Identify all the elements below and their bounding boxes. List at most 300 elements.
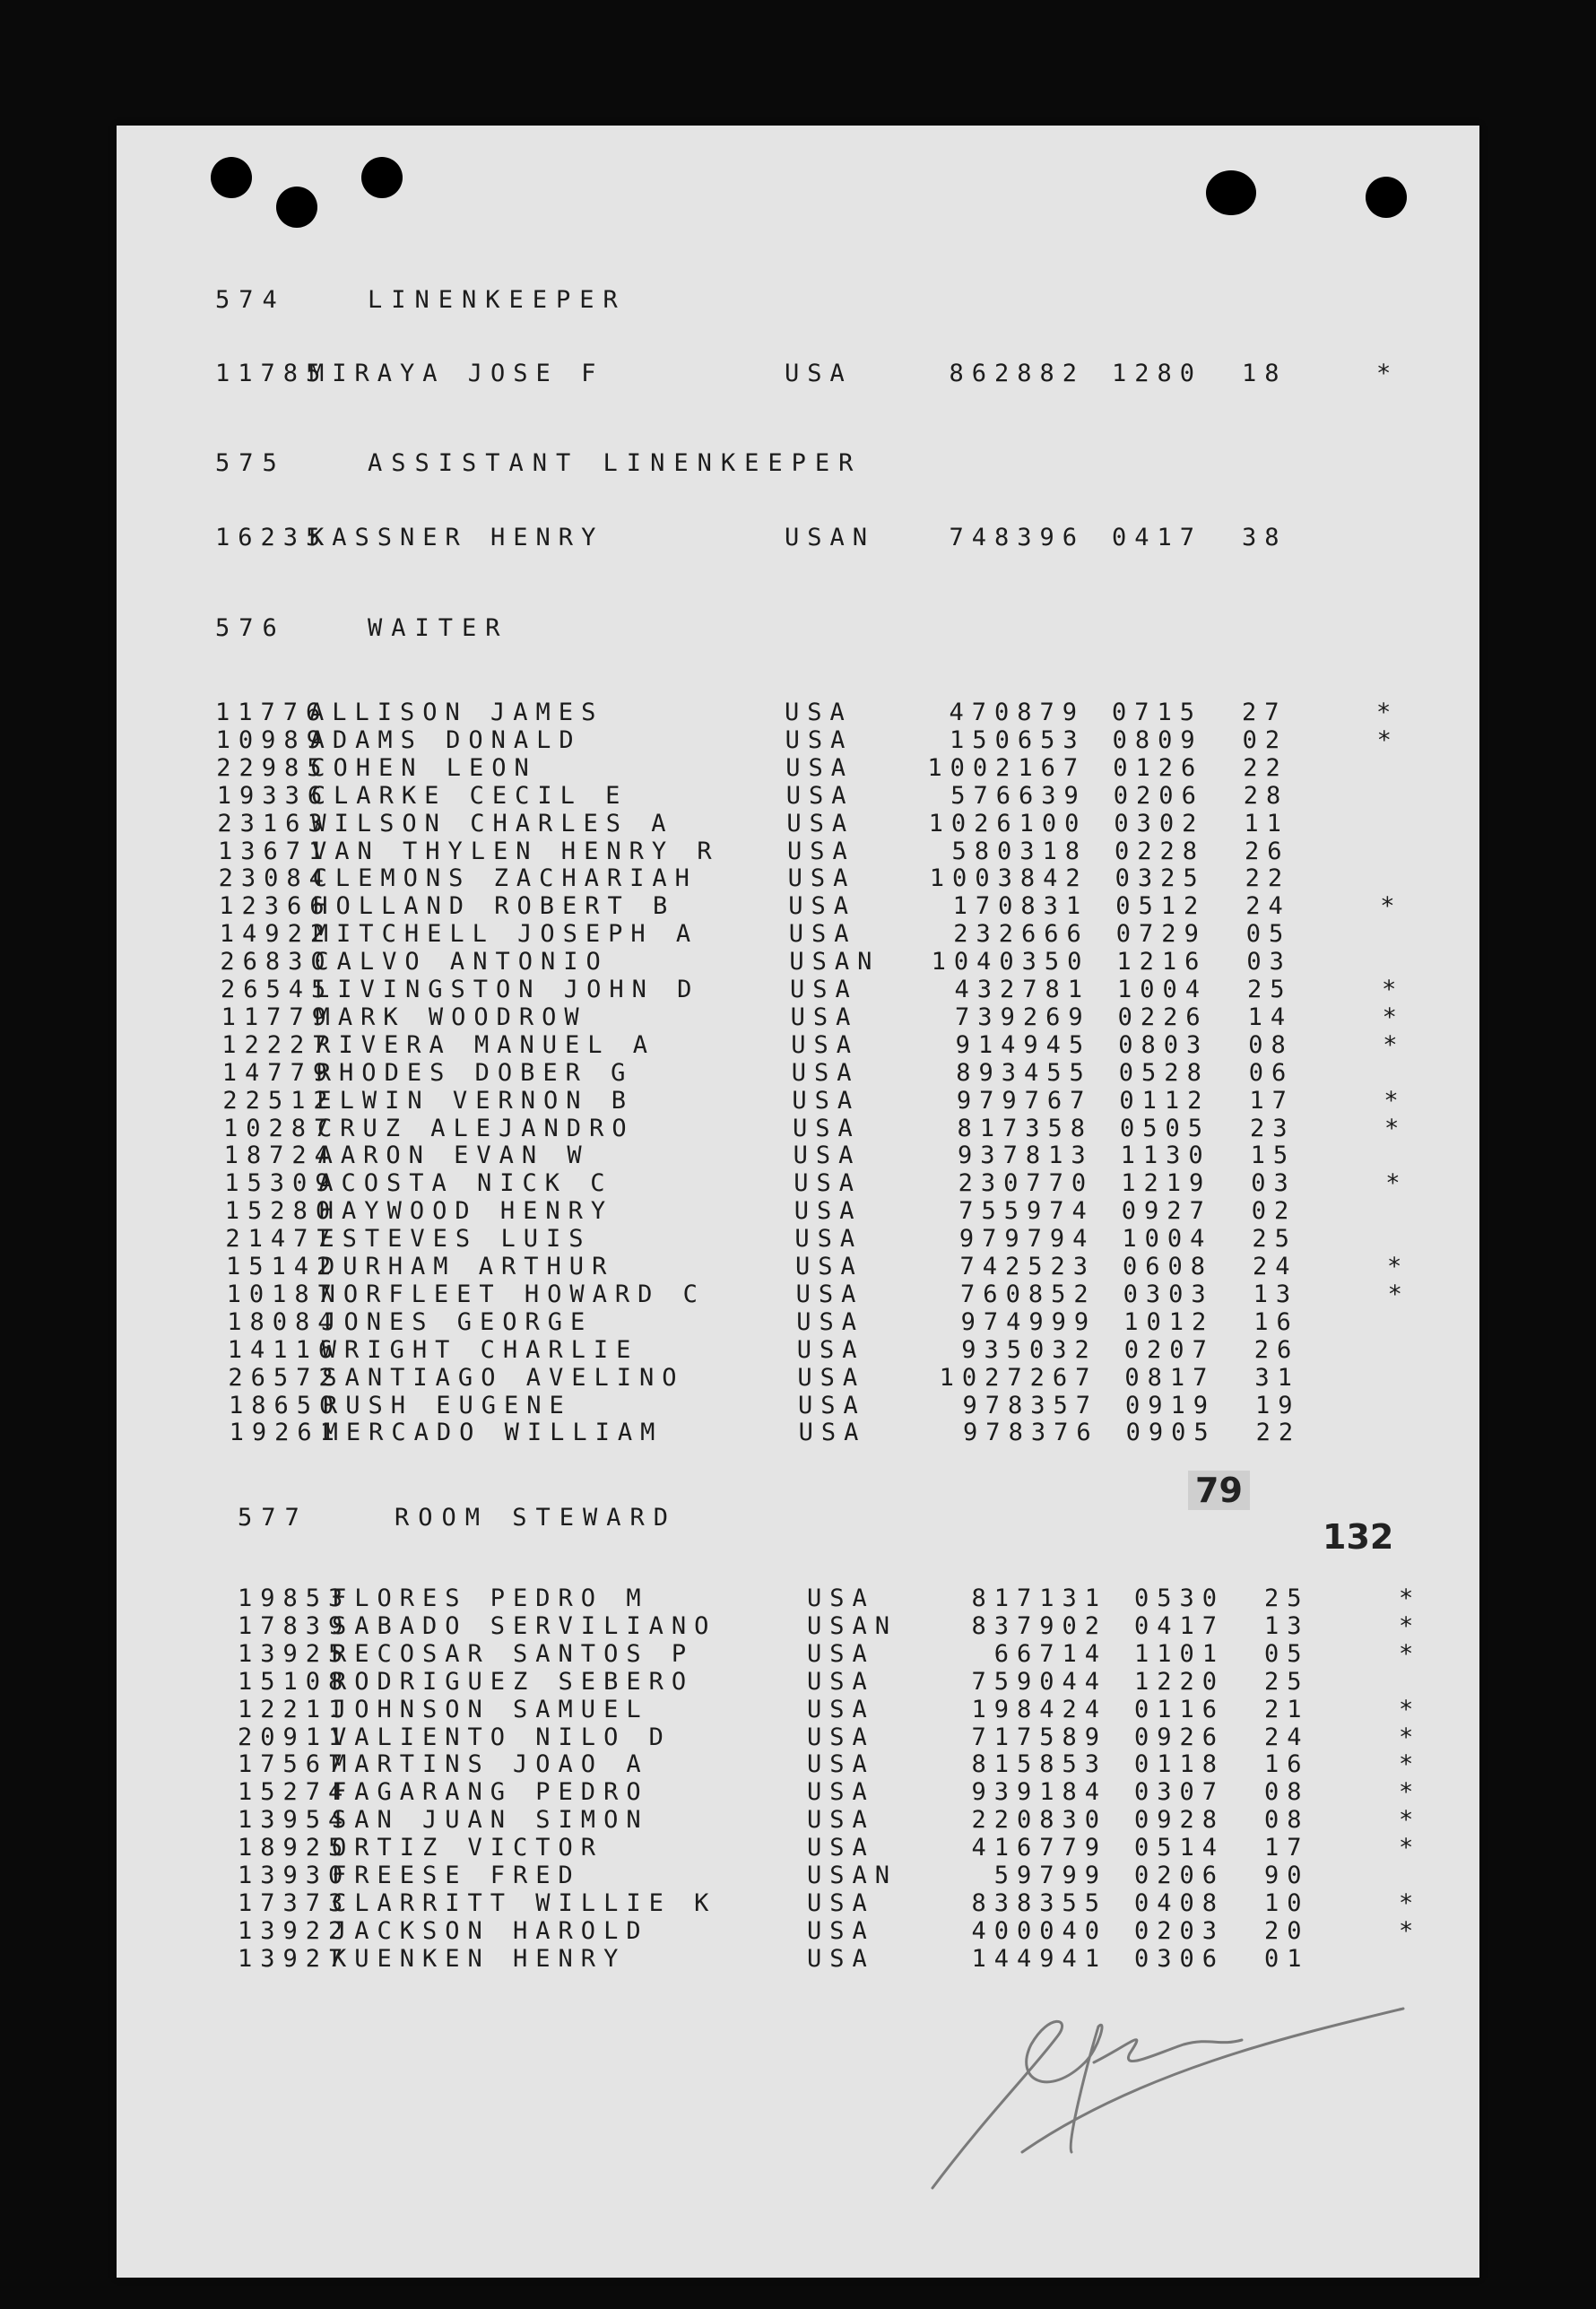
mark: *: [1382, 1003, 1405, 1031]
table-row: [139, 1641, 1502, 1668]
section-title: ROOM STEWARD: [395, 1504, 678, 1532]
document-number: 978357: [962, 1391, 1098, 1419]
age: 02: [1242, 725, 1288, 754]
citizenship: USA: [807, 1834, 875, 1862]
mark: *: [1384, 1114, 1408, 1142]
date: 0118: [1134, 1750, 1226, 1779]
age: 01: [1264, 1944, 1310, 1973]
document-number: 144941: [971, 1944, 1107, 1973]
crew-name: JACKSON HAROLD: [332, 1916, 649, 1945]
crew-name: WILSON CHARLES A: [311, 809, 674, 838]
mark: *: [1399, 1611, 1422, 1640]
date: 0325: [1115, 864, 1206, 893]
age: 08: [1248, 1030, 1294, 1059]
table-row: [139, 1862, 1502, 1889]
document-number: 817358: [957, 1114, 1093, 1142]
section-code: 576: [215, 614, 286, 642]
age: 28: [1243, 781, 1289, 810]
mark: *: [1399, 1750, 1422, 1779]
age: 16: [1264, 1750, 1310, 1779]
mark: *: [1382, 976, 1405, 1003]
date: 1280: [1112, 360, 1203, 387]
mark: *: [1376, 725, 1400, 754]
date: 0116: [1134, 1695, 1226, 1723]
document-number: 978376: [963, 1419, 1099, 1447]
mark: *: [1383, 1086, 1407, 1115]
mark: *: [1399, 1639, 1422, 1668]
crew-name: SAN JUAN SIMON: [332, 1806, 649, 1835]
table-row: [126, 1142, 1488, 1169]
punch-hole: [1206, 170, 1256, 215]
date: 0203: [1134, 1916, 1226, 1945]
citizenship: USA: [785, 360, 853, 387]
mark: *: [1399, 1695, 1422, 1723]
document-number: 755974: [958, 1197, 1095, 1226]
citizenship: USA: [807, 1667, 875, 1696]
crew-name: FAGARANG PEDRO: [332, 1778, 649, 1807]
section-title: ASSISTANT LINENKEEPER: [368, 449, 863, 477]
age: 10: [1264, 1888, 1310, 1917]
age: 15: [1250, 1141, 1297, 1170]
date: 1219: [1121, 1169, 1212, 1198]
table-row: [124, 1088, 1487, 1115]
citizenship: USA: [795, 1253, 863, 1280]
crew-id: 19853: [238, 1584, 351, 1612]
date: 0206: [1113, 781, 1204, 810]
document-number: 470879: [949, 699, 1085, 726]
mark: *: [1380, 892, 1403, 921]
crew-name: NORFLEET HOWARD C: [320, 1280, 706, 1308]
table-row: [128, 1281, 1491, 1308]
crew-id: 19261: [229, 1419, 343, 1447]
crew-id: 16235: [215, 524, 329, 551]
age: 25: [1264, 1584, 1310, 1612]
crew-name: KUENKEN HENRY: [332, 1944, 627, 1973]
date: 0729: [1115, 920, 1207, 949]
table-row: [139, 1890, 1502, 1917]
crew-id: 10187: [226, 1280, 340, 1308]
crew-id: 12366: [219, 892, 333, 921]
crew-name: LIVINGSTON JOHN D: [315, 976, 700, 1003]
document-number: 937813: [958, 1141, 1094, 1170]
table-row: [122, 977, 1485, 1003]
table-row: [123, 1032, 1486, 1059]
crew-name: COHEN LEON: [310, 753, 537, 782]
document-number: 66714: [993, 1639, 1107, 1668]
age: 22: [1255, 1419, 1302, 1447]
document-number: 815853: [971, 1750, 1107, 1779]
table-row: [123, 1004, 1486, 1031]
date: 0207: [1123, 1335, 1215, 1364]
table-row: [139, 1669, 1502, 1696]
citizenship: USAN: [789, 948, 880, 977]
citizenship: USA: [791, 1030, 859, 1059]
crew-name: AARON EVAN W: [317, 1141, 590, 1170]
age: 22: [1243, 753, 1288, 782]
date: 0505: [1120, 1114, 1211, 1142]
table-row: [139, 1918, 1502, 1945]
date: 0803: [1118, 1030, 1210, 1059]
crew-id: 17839: [238, 1611, 351, 1640]
age: 02: [1251, 1197, 1297, 1226]
document-number: 432781: [954, 976, 1090, 1003]
document-number: 1003842: [929, 864, 1089, 893]
age: 14: [1247, 1003, 1294, 1031]
citizenship: USA: [787, 837, 855, 865]
crew-name: ALLISON JAMES: [309, 699, 604, 726]
crew-id: 13927: [238, 1944, 351, 1973]
citizenship: USAN: [785, 524, 876, 551]
citizenship: USA: [792, 1086, 861, 1115]
date: 1004: [1122, 1225, 1213, 1254]
punch-hole: [276, 187, 317, 228]
mark: *: [1399, 1778, 1422, 1807]
table-row: [121, 921, 1484, 948]
citizenship: USA: [798, 1391, 866, 1419]
date: 0408: [1134, 1888, 1226, 1917]
age: 16: [1253, 1307, 1299, 1336]
citizenship: USA: [787, 864, 856, 893]
document-number: 1040350: [931, 948, 1090, 977]
citizenship: USA: [807, 1916, 875, 1945]
citizenship: USA: [794, 1225, 863, 1254]
date: 0926: [1134, 1723, 1226, 1751]
citizenship: USA: [798, 1419, 867, 1447]
crew-name: JONES GEORGE: [321, 1307, 594, 1336]
date: 0417: [1112, 524, 1203, 551]
date: 0307: [1134, 1778, 1226, 1807]
age: 17: [1264, 1834, 1310, 1862]
age: 13: [1264, 1611, 1310, 1640]
crew-id: 18724: [223, 1141, 337, 1170]
crew-id: 17567: [238, 1750, 351, 1779]
date: 0512: [1115, 892, 1207, 921]
section-title: WAITER: [368, 614, 509, 642]
mark: *: [1399, 1806, 1422, 1835]
crew-name: FREESE FRED: [332, 1862, 581, 1889]
crew-id: 10989: [215, 725, 329, 754]
crew-id: 15309: [224, 1169, 338, 1198]
document-number: 742523: [959, 1253, 1096, 1280]
crew-id: 22985: [216, 753, 330, 782]
crew-name: JOHNSON SAMUEL: [332, 1695, 649, 1723]
mark: *: [1383, 1030, 1406, 1059]
table-row: [139, 1585, 1502, 1612]
crew-id: 19336: [216, 781, 331, 810]
age: 06: [1248, 1058, 1295, 1087]
punch-hole: [211, 157, 252, 198]
table-row: [119, 838, 1482, 865]
citizenship: USA: [785, 781, 854, 810]
crew-id: 14779: [221, 1058, 336, 1087]
document-number: 580318: [951, 837, 1088, 865]
crew-id: 26830: [220, 948, 334, 977]
document-number: 748396: [949, 524, 1085, 551]
crew-name: VALIENTO NILO D: [332, 1723, 672, 1751]
document-number: 739269: [955, 1003, 1091, 1031]
table-row: [120, 865, 1483, 892]
document-number: 59799: [993, 1862, 1107, 1889]
crew-name: RUSH EUGENE: [323, 1391, 572, 1419]
section-code: 574: [215, 286, 286, 314]
age: 24: [1253, 1253, 1298, 1280]
age: 13: [1253, 1280, 1299, 1308]
document-number: 760852: [960, 1280, 1097, 1308]
crew-name: ACOSTA NICK C: [318, 1169, 613, 1198]
citizenship: USA: [790, 1003, 859, 1031]
citizenship: USA: [794, 1197, 863, 1226]
document-number: 220830: [971, 1806, 1107, 1835]
date: 0226: [1117, 1003, 1209, 1031]
date: 1216: [1116, 948, 1208, 977]
date: 0302: [1114, 809, 1205, 838]
age: 08: [1264, 1778, 1310, 1807]
table-row: [128, 1309, 1491, 1336]
citizenship: USA: [788, 920, 857, 949]
document-number: 150653: [950, 725, 1086, 754]
table-row: [139, 1835, 1502, 1862]
crew-name: HAYWOOD HENRY: [318, 1197, 614, 1226]
table-row: [117, 727, 1480, 754]
date: 0206: [1134, 1862, 1226, 1889]
document-number: 576639: [950, 781, 1087, 810]
table-row: [139, 1697, 1502, 1723]
signature: [915, 1964, 1417, 2197]
table-row: [118, 783, 1481, 810]
table-row: [126, 1170, 1488, 1197]
citizenship: USA: [793, 1114, 861, 1142]
document-number: 1026100: [928, 809, 1088, 838]
table-row: [124, 1060, 1487, 1087]
citizenship: USA: [807, 1778, 875, 1807]
age: 22: [1245, 864, 1291, 893]
crew-name: ADAMS DONALD: [309, 725, 582, 754]
date: 0530: [1134, 1584, 1226, 1612]
citizenship: USA: [790, 976, 858, 1003]
document-number: 979794: [958, 1225, 1096, 1254]
crew-id: 12211: [238, 1695, 351, 1723]
crew-id: 20911: [238, 1723, 351, 1751]
age: 24: [1245, 892, 1291, 921]
age: 03: [1251, 1169, 1297, 1198]
document-number: 862882: [949, 360, 1085, 387]
table-row: [126, 1198, 1489, 1225]
date: 0126: [1113, 753, 1204, 782]
table-row: [127, 1254, 1490, 1280]
age: 27: [1242, 699, 1288, 726]
crew-name: VAN THYLEN HENRY R: [312, 837, 720, 865]
crew-id: 22512: [222, 1086, 336, 1115]
table-row: [118, 811, 1481, 838]
age: 03: [1246, 948, 1292, 977]
table-row: [120, 893, 1483, 920]
table-row: [117, 360, 1479, 387]
crew-name: CALVO ANTONIO: [314, 948, 609, 977]
date: 0817: [1124, 1363, 1216, 1392]
document-number: 1002167: [927, 753, 1087, 782]
crew-name: RHODES DOBER G: [316, 1058, 634, 1087]
crew-id: 14116: [227, 1335, 342, 1364]
date: 0417: [1134, 1611, 1226, 1640]
document-number: 893455: [956, 1058, 1092, 1087]
crew-id: 13925: [238, 1639, 351, 1668]
date: 0809: [1112, 725, 1203, 754]
age: 24: [1264, 1723, 1310, 1751]
crew-id: 12227: [221, 1030, 335, 1059]
document-number: 232666: [953, 920, 1089, 949]
date: 1220: [1134, 1667, 1226, 1696]
citizenship: USAN: [807, 1611, 898, 1640]
punch-hole: [361, 157, 403, 198]
crew-id: 17373: [238, 1888, 351, 1917]
document-number: 817131: [971, 1584, 1107, 1612]
table-row: [125, 1115, 1488, 1142]
table-row: [139, 1807, 1502, 1834]
date: 0928: [1134, 1806, 1226, 1835]
document-number: 914945: [955, 1030, 1092, 1059]
date: 0715: [1112, 699, 1203, 726]
crew-id: 13954: [238, 1806, 351, 1835]
mark: *: [1387, 1253, 1410, 1280]
date: 1130: [1120, 1141, 1211, 1170]
crew-id: 21477: [225, 1225, 339, 1254]
document-number: 717589: [971, 1723, 1107, 1751]
document-number: 416779: [971, 1834, 1107, 1862]
table-row: [139, 1724, 1502, 1751]
crew-name: MIRAYA JOSE F: [309, 360, 604, 387]
document-number: 230770: [958, 1169, 1095, 1198]
document-number: 837902: [971, 1611, 1107, 1640]
crew-id: 26545: [221, 976, 334, 1003]
document-number: 170831: [952, 892, 1089, 921]
date: 0905: [1125, 1419, 1217, 1447]
crew-id: 18650: [229, 1391, 343, 1419]
table-row: [121, 949, 1484, 976]
document-number: 838355: [971, 1888, 1107, 1917]
citizenship: USA: [796, 1335, 865, 1364]
date: 0514: [1134, 1834, 1226, 1862]
date: 1101: [1134, 1639, 1226, 1668]
table-row: [117, 755, 1480, 782]
crew-id: 15108: [238, 1667, 351, 1696]
citizenship: USA: [807, 1806, 875, 1835]
table-row: [139, 1613, 1502, 1640]
crew-name: RODRIGUEZ SEBERO: [332, 1667, 695, 1696]
document-number: 979767: [956, 1086, 1093, 1115]
crew-name: WRIGHT CHARLIE: [321, 1335, 639, 1364]
age: 26: [1245, 837, 1290, 865]
citizenship: USA: [807, 1695, 875, 1723]
age: 23: [1250, 1114, 1296, 1142]
date: 1004: [1117, 976, 1209, 1003]
crew-id: 18925: [238, 1834, 351, 1862]
age: 17: [1249, 1086, 1295, 1115]
table-row: [117, 525, 1479, 551]
crew-name: ELWIN VERNON B: [317, 1086, 634, 1115]
crew-id: 15274: [238, 1778, 351, 1807]
crew-name: MARK WOODROW: [315, 1003, 587, 1031]
age: 20: [1264, 1916, 1310, 1945]
document-number: 198424: [971, 1695, 1107, 1723]
date: 1012: [1123, 1307, 1215, 1336]
citizenship: USA: [807, 1944, 875, 1973]
crew-name: ESTEVES LUIS: [319, 1225, 592, 1254]
date: 0528: [1118, 1058, 1210, 1087]
date: 0303: [1123, 1280, 1214, 1308]
age: 26: [1253, 1335, 1300, 1364]
page-number: 132: [1323, 1517, 1394, 1557]
citizenship: USA: [795, 1280, 864, 1308]
date: 0112: [1119, 1086, 1210, 1115]
citizenship: USA: [791, 1058, 860, 1087]
table-row: [139, 1751, 1502, 1778]
table-row: [117, 699, 1479, 726]
age: 25: [1252, 1225, 1297, 1254]
citizenship: USA: [785, 753, 854, 782]
section-code: 577: [238, 1504, 308, 1532]
crew-name: ORTIZ VICTOR: [332, 1834, 604, 1862]
section-code: 575: [215, 449, 286, 477]
citizenship: USA: [786, 809, 855, 838]
crew-id: 26572: [228, 1363, 342, 1392]
table-row: [131, 1419, 1494, 1446]
mark: *: [1376, 360, 1400, 387]
document-number: 400040: [971, 1916, 1107, 1945]
mark: *: [1399, 1834, 1422, 1862]
crew-name: KASSNER HENRY: [309, 524, 604, 551]
crew-id: 13922: [238, 1916, 351, 1945]
age: 25: [1247, 976, 1293, 1003]
citizenship: USAN: [807, 1862, 898, 1889]
crew-name: MERCADO WILLIAM: [323, 1419, 664, 1447]
age: 38: [1242, 524, 1288, 551]
crew-id: 13930: [238, 1862, 351, 1889]
date: 0927: [1121, 1197, 1212, 1226]
crew-id: 11776: [215, 699, 329, 726]
age: 21: [1264, 1695, 1310, 1723]
crew-name: MARTINS JOAO A: [332, 1750, 649, 1779]
crew-name: FLORES PEDRO M: [332, 1584, 649, 1612]
punch-hole: [1366, 177, 1407, 218]
crew-id: 23084: [218, 864, 332, 893]
date: 0608: [1123, 1253, 1214, 1280]
citizenship: USA: [785, 725, 854, 754]
crew-name: HOLLAND ROBERT B: [313, 892, 676, 921]
crew-name: RECOSAR SANTOS P: [332, 1639, 695, 1668]
document-number: 939184: [971, 1778, 1107, 1807]
crew-name: CRUZ ALEJANDRO: [317, 1114, 635, 1142]
document-number: 974999: [960, 1307, 1097, 1336]
citizenship: USA: [807, 1639, 875, 1668]
mark: *: [1399, 1584, 1422, 1612]
document-sheet: [117, 126, 1479, 2278]
age: 25: [1264, 1667, 1310, 1696]
crew-id: 11779: [221, 1003, 334, 1031]
citizenship: USA: [796, 1307, 864, 1336]
citizenship: USA: [793, 1141, 862, 1170]
citizenship: USA: [785, 699, 853, 726]
table-row: [129, 1337, 1492, 1364]
citizenship: USA: [794, 1169, 862, 1198]
age: 19: [1255, 1391, 1301, 1419]
document-number: 935032: [961, 1335, 1097, 1364]
crew-id: 15142: [226, 1253, 340, 1280]
citizenship: USA: [807, 1750, 875, 1779]
crew-name: CLARKE CECIL E: [310, 781, 629, 810]
crew-name: RIVERA MANUEL A: [316, 1030, 656, 1059]
crew-name: DURHAM ARTHUR: [320, 1253, 615, 1280]
section-title: LINENKEEPER: [368, 286, 627, 314]
